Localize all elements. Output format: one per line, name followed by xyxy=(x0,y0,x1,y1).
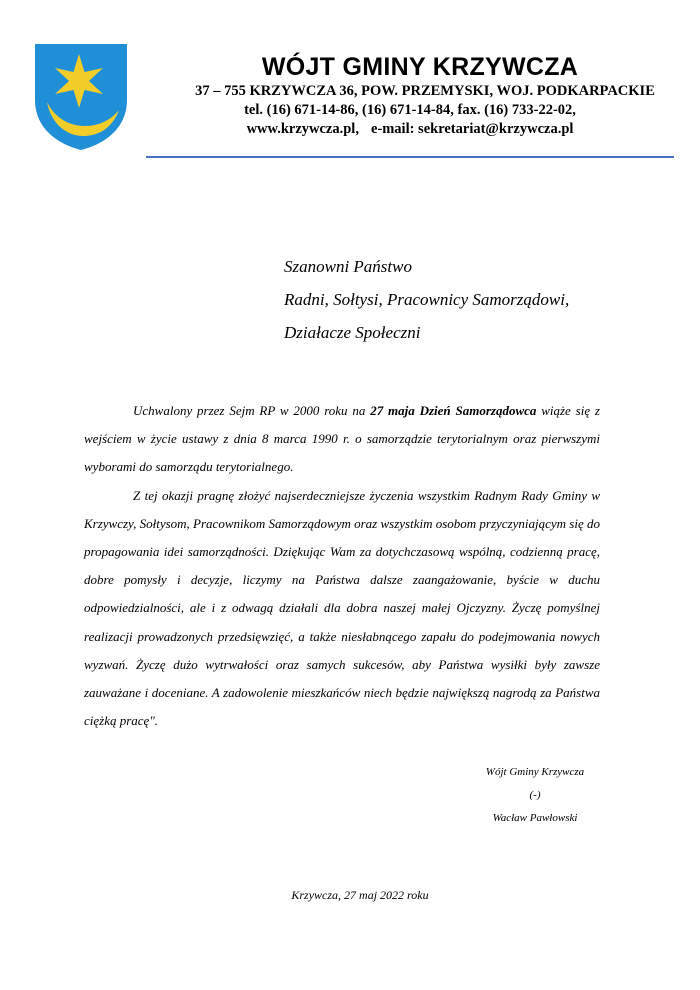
coat-of-arms-icon xyxy=(33,42,129,152)
salutation-line-3: Działacze Społeczni xyxy=(284,323,421,342)
salutation-line-2: Radni, Sołtysi, Pracownicy Samorządowi, xyxy=(284,290,570,309)
signature-role: Wójt Gminy Krzywcza xyxy=(485,766,585,778)
signature-mark: (-) xyxy=(529,789,541,801)
paragraph-1-highlight: 27 maja Dzień Samorządowca xyxy=(370,403,537,418)
salutation xyxy=(284,250,569,349)
letterhead-email: e-mail: sekretariat@krzywcza.pl xyxy=(370,121,574,137)
signature-block xyxy=(470,761,600,830)
letter-body xyxy=(84,397,600,735)
letterhead-website: www.krzywcza.pl, xyxy=(246,121,359,137)
paragraph-2: Z tej okazji pragnę złożyć najserdeczniejsze życzenia wszystkim Radnym Rady Gminy w Krzywczy, Sołtysom, Pracownikom Samorządowym oraz wszystkim osobom przyczyniającym się do propagowania idei samorządności. Dziękując Wam za dotychczasową wspólną, codzienną pracę, dobre pomysły i decyzje, liczymy na Państwa dalsze zaangażowanie, byście w duchu odpowiedzialności, ale i z odwagą działali dla dobra naszej małej Ojczyzny. Życzę pomyślnej realizacji prowadzonych przedsięwzięć, a także niesłabnącego zapału do podejmowania nowych wyzwań. Życzę dużo wytrwałości oraz samych sukcesów, aby Państwa wysiłki były zawsze zauważane i doceniane. A zadowolenie mieszkańców niech będzie największą nagrodą za Państwa ciężką pracę". xyxy=(84,487,600,729)
place-and-date: Krzywcza, 27 maj 2022 roku xyxy=(291,888,429,902)
paragraph-1-end: wiąże się z wejściem w życie ustawy z dnia 8 marca 1990 r. o samorządzie terytorialnym oraz pierwszymi wyborami do samorządu terytorialnego. xyxy=(84,403,600,475)
letterhead xyxy=(150,52,670,139)
letterhead-contact xyxy=(150,120,670,139)
letterhead-title: WÓJT GMINY KRZYWCZA xyxy=(261,53,579,81)
paragraph-1 xyxy=(84,397,600,482)
header-divider xyxy=(146,156,674,158)
letterhead-address: 37 – 755 KRZYWCZA 36, POW. PRZEMYSKI, WOJ. PODKARPACKIE xyxy=(195,83,655,99)
paragraph-1-start: Uchwalony przez Sejm RP w 2000 roku na xyxy=(133,403,371,418)
letterhead-phones: tel. (16) 671-14-86, (16) 671-14-84, fax. (16) 733-22-02, xyxy=(244,102,576,118)
signature-name: Wacław Pawłowski xyxy=(492,812,578,824)
salutation-line-1: Szanowni Państwo xyxy=(284,257,412,276)
